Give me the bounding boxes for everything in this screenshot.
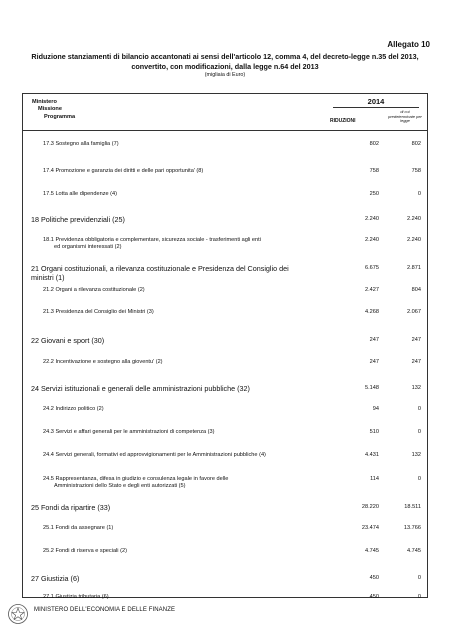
allegato-label: Allegato 10 bbox=[387, 40, 430, 49]
riduzioni-value: 23.474 bbox=[361, 525, 379, 531]
italian-republic-emblem-icon bbox=[7, 603, 29, 625]
riduzioni-value: 114 bbox=[370, 476, 379, 482]
riduzioni-value: 250 bbox=[369, 191, 379, 197]
riduzioni-value: 450 bbox=[369, 594, 379, 600]
predeterminate-value: 802 bbox=[411, 141, 421, 147]
row-label-line: 18.1 Previdenza obbligatoria e complementare, sicurezza sociale - trasferimenti agli enti bbox=[43, 237, 261, 243]
row-label-line: 25 Fondi da ripartire (33) bbox=[31, 503, 111, 512]
row-label-line: 17.4 Promozione e garanzia dei diritti e delle pari opportunita' (8) bbox=[43, 168, 204, 174]
riduzioni-value: 802 bbox=[369, 141, 379, 147]
row-label-line-2: ministri (1) bbox=[31, 273, 65, 282]
row-label-line: 27 Giustizia (6) bbox=[31, 574, 80, 583]
predeterminate-value: 0 bbox=[417, 594, 421, 600]
riduzioni-value: 4.268 bbox=[365, 309, 379, 315]
row-label-line: 21.3 Presidenza del Consiglio dei Ministri (3) bbox=[43, 309, 154, 315]
header-programma: Programma bbox=[44, 114, 76, 120]
row-label-line: 21.2 Organi a rilevanza costituzionale (2) bbox=[43, 287, 145, 293]
predeterminate-value: 247 bbox=[411, 359, 421, 365]
missione-label bbox=[31, 336, 104, 345]
programma-label bbox=[43, 237, 261, 251]
riduzioni-value: 510 bbox=[369, 429, 379, 435]
predeterminate-value: 2.240 bbox=[407, 216, 421, 222]
programma-label bbox=[43, 406, 104, 413]
predeterminate-value: 132 bbox=[411, 385, 421, 391]
riduzioni-value: 758 bbox=[369, 168, 379, 174]
row-label-line: 21 Organi costituzionali, a rilevanza costituzionale e Presidenza del Consiglio dei bbox=[31, 264, 289, 273]
missione-label bbox=[31, 264, 289, 282]
programma-label bbox=[43, 141, 119, 148]
table-header bbox=[23, 94, 427, 131]
row-label-line: 24.5 Rappresentanza, difesa in giudizio e consulenza legale in favore delle bbox=[43, 476, 229, 482]
row-label-line: 24 Servizi istituzionali e generali delle amministrazioni pubbliche (32) bbox=[31, 384, 250, 393]
row-label-line: 25.1 Fondi da assegnare (1) bbox=[43, 525, 114, 531]
row-label-line: 17.5 Lotta alle dipendenze (4) bbox=[43, 191, 118, 197]
title-line-2: convertito, con modificazioni, dalla legge n.64 del 2013 bbox=[131, 61, 319, 71]
riduzioni-value: 450 bbox=[369, 575, 379, 581]
missione-label bbox=[31, 574, 79, 583]
programma-label bbox=[43, 452, 266, 459]
header-missione: Missione bbox=[38, 106, 62, 112]
programma-label bbox=[43, 359, 163, 366]
riduzioni-value: 28.220 bbox=[361, 504, 379, 510]
row-label-line: 25.2 Fondi di riserva e speciali (2) bbox=[43, 548, 127, 554]
predeterminate-value: 0 bbox=[417, 476, 421, 482]
document-title bbox=[22, 52, 428, 81]
predeterminate-value: 0 bbox=[417, 575, 421, 581]
programma-label bbox=[43, 548, 127, 555]
header-di-cui: di cui predeterminate per legge bbox=[388, 109, 422, 124]
missione-label bbox=[31, 384, 250, 393]
programma-label bbox=[43, 191, 117, 198]
predeterminate-value: 13.766 bbox=[403, 525, 421, 531]
programma-label bbox=[43, 476, 228, 490]
missione-label bbox=[31, 215, 125, 224]
predeterminate-value: 0 bbox=[417, 429, 421, 435]
title-line-1: Riduzione stanziamenti di bilancio accantonati ai sensi dell'articolo 12, comma 4, del decreto-legge n.35 del 2013, bbox=[31, 52, 419, 61]
row-label-line: 22 Giovani e sport (30) bbox=[31, 336, 105, 345]
row-label-line-2: Amministrazioni dello Stato e degli enti autorizzati (5) bbox=[54, 483, 186, 489]
header-ministero: Ministero bbox=[32, 99, 57, 105]
footer-ministry: MINISTERO DELL'ECONOMIA E DELLE FINANZE bbox=[34, 607, 176, 613]
riduzioni-value: 2.427 bbox=[365, 287, 379, 293]
missione-label bbox=[31, 503, 110, 512]
row-label-line: 22.2 Incentivazione e sostegno alla gioventu' (2) bbox=[43, 359, 163, 365]
programma-label bbox=[43, 594, 109, 601]
row-label-line: 24.4 Servizi generali, formativi ed approvvigionamenti per le Amministrazioni pubbliche (4) bbox=[43, 452, 266, 458]
header-year: 2014 bbox=[333, 97, 419, 108]
riduzioni-value: 2.240 bbox=[365, 216, 379, 222]
programma-label bbox=[43, 287, 145, 294]
predeterminate-value: 2.067 bbox=[407, 309, 421, 315]
row-label-line: 24.2 Indirizzo politico (2) bbox=[43, 406, 104, 412]
row-label-line: 18 Politiche previdenziali (25) bbox=[31, 215, 125, 224]
riduzioni-value: 6.675 bbox=[365, 265, 379, 271]
units-subtitle: (migliaia di Euro) bbox=[204, 72, 246, 78]
riduzioni-value: 247 bbox=[369, 337, 379, 343]
predeterminate-value: 247 bbox=[411, 337, 421, 343]
predeterminate-value: 132 bbox=[411, 452, 421, 458]
predeterminate-value: 2.240 bbox=[407, 237, 421, 243]
riduzioni-value: 94 bbox=[372, 406, 379, 412]
programma-label bbox=[43, 429, 215, 436]
row-label-line: 17.3 Sostegno alla famiglia (7) bbox=[43, 141, 119, 147]
programma-label bbox=[43, 525, 113, 532]
predeterminate-value: 0 bbox=[417, 406, 421, 412]
predeterminate-value: 18.511 bbox=[404, 504, 421, 510]
riduzioni-value: 5.148 bbox=[365, 385, 379, 391]
programma-label bbox=[43, 309, 154, 316]
predeterminate-value: 4.745 bbox=[407, 548, 421, 554]
reductions-table bbox=[22, 93, 428, 598]
riduzioni-value: 4.431 bbox=[365, 452, 379, 458]
riduzioni-value: 247 bbox=[369, 359, 379, 365]
predeterminate-value: 2.871 bbox=[407, 265, 421, 271]
predeterminate-value: 804 bbox=[411, 287, 421, 293]
predeterminate-value: 758 bbox=[411, 168, 421, 174]
riduzioni-value: 2.240 bbox=[365, 237, 379, 243]
riduzioni-value: 4.745 bbox=[365, 548, 379, 554]
header-riduzioni: RIDUZIONI bbox=[330, 118, 356, 124]
predeterminate-value: 0 bbox=[417, 191, 421, 197]
row-label-line: 24.3 Servizi e affari generali per le amministrazioni di competenza (3) bbox=[43, 429, 215, 435]
programma-label bbox=[43, 168, 203, 175]
row-label-line-2: ed organismi interessati (2) bbox=[54, 244, 122, 250]
row-label-line: 27.1 Giustizia tributaria (6) bbox=[43, 594, 109, 600]
